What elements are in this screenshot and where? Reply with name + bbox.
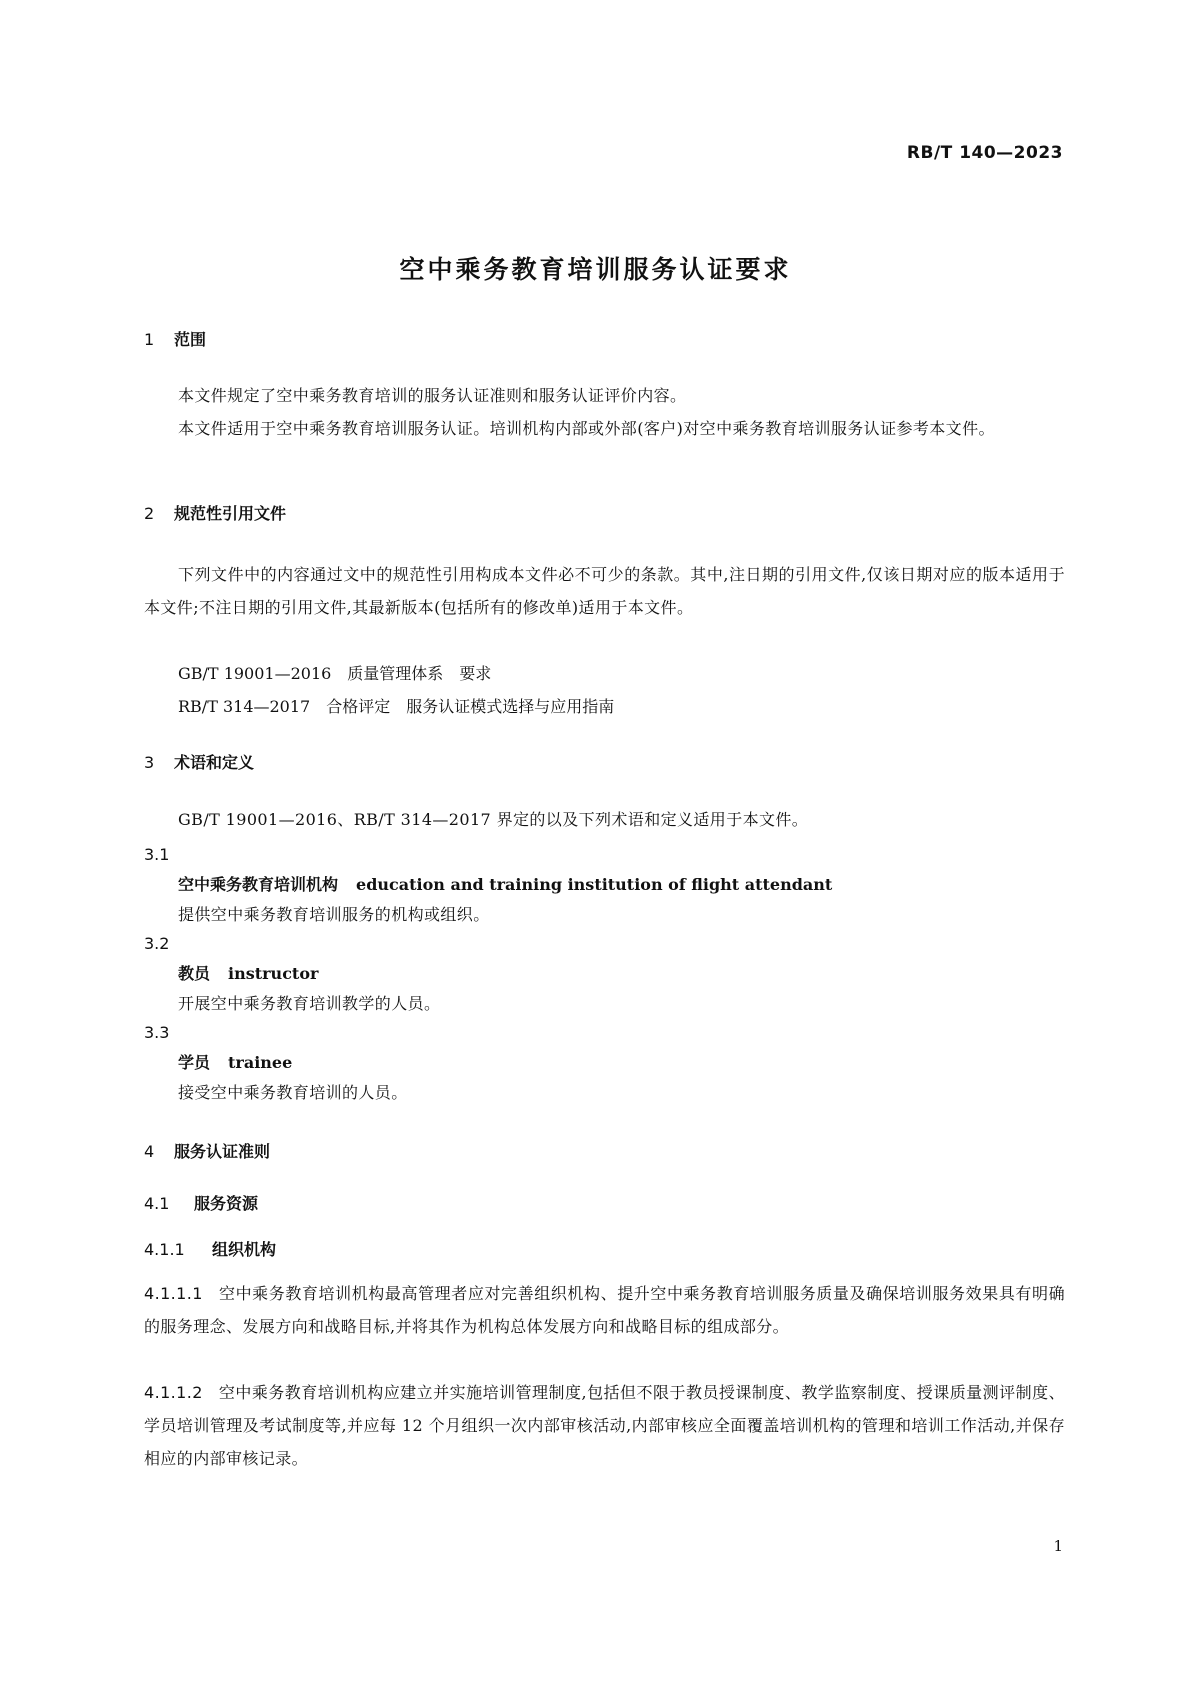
clause-number: 4.1.1.1 bbox=[144, 1284, 203, 1303]
term-number: 3.2 bbox=[144, 934, 170, 953]
term-en: trainee bbox=[228, 1053, 293, 1072]
section-title: 术语和定义 bbox=[174, 753, 255, 772]
term-definition: 接受空中乘务教育培训的人员。 bbox=[178, 1083, 408, 1102]
reference-item: GB/T 19001—2016 质量管理体系 要求 bbox=[178, 664, 492, 683]
term-number: 3.3 bbox=[144, 1023, 170, 1042]
term-en: education and training institution of flight attendant bbox=[356, 875, 833, 894]
clause-4-1-1-2 bbox=[144, 1376, 1065, 1475]
section-heading-1 bbox=[144, 328, 206, 352]
clause-4-1-1-1 bbox=[144, 1277, 1065, 1343]
term-number: 3.1 bbox=[144, 845, 170, 864]
term-definition: 提供空中乘务教育培训服务的机构或组织。 bbox=[178, 905, 490, 924]
term-name bbox=[178, 873, 832, 897]
section-number: 4.1 bbox=[144, 1194, 170, 1213]
section-heading-4 bbox=[144, 1140, 270, 1164]
section-title: 规范性引用文件 bbox=[174, 504, 287, 523]
clause-number: 4.1.1.2 bbox=[144, 1383, 203, 1402]
document-title: 空中乘务教育培训服务认证要求 bbox=[399, 255, 792, 284]
term-name bbox=[178, 962, 318, 986]
section-number: 1 bbox=[144, 330, 155, 349]
term-name bbox=[178, 1051, 292, 1075]
term-zh: 学员 bbox=[178, 1053, 211, 1072]
paragraph: 本文件规定了空中乘务教育培训的服务认证准则和服务认证评价内容。 bbox=[178, 386, 687, 405]
page-number: 1 bbox=[1053, 1537, 1063, 1555]
section-number: 3 bbox=[144, 753, 155, 772]
term-zh: 空中乘务教育培训机构 bbox=[178, 875, 339, 894]
section-heading-3 bbox=[144, 751, 254, 775]
section-number: 2 bbox=[144, 504, 155, 523]
section-title: 组织机构 bbox=[212, 1240, 277, 1259]
subsection-heading-4-1-1 bbox=[144, 1238, 276, 1262]
section-heading-2 bbox=[144, 502, 286, 526]
section-number: 4.1.1 bbox=[144, 1240, 185, 1259]
subsection-heading-4-1 bbox=[144, 1192, 258, 1216]
term-en: instructor bbox=[228, 964, 319, 983]
section-title: 服务认证准则 bbox=[174, 1142, 271, 1161]
paragraph: 下列文件中的内容通过文中的规范性引用构成本文件必不可少的条款。其中,注日期的引用文件,仅该日期对应的版本适用于本文件;不注日期的引用文件,其最新版本(包括所有的修改单)适用于本文件。 bbox=[144, 565, 1065, 617]
term-zh: 教员 bbox=[178, 964, 211, 983]
section-title: 服务资源 bbox=[194, 1194, 259, 1213]
term-definition: 开展空中乘务教育培训教学的人员。 bbox=[178, 994, 441, 1013]
standard-code: RB/T 140—2023 bbox=[906, 143, 1063, 163]
reference-item: RB/T 314—2017 合格评定 服务认证模式选择与应用指南 bbox=[178, 697, 615, 716]
paragraph: GB/T 19001—2016、RB/T 314—2017 界定的以及下列术语和定义适用于本文件。 bbox=[178, 810, 809, 829]
clause-text: 空中乘务教育培训机构最高管理者应对完善组织机构、提升空中乘务教育培训服务质量及确保培训服务效果具有明确的服务理念、发展方向和战略目标,并将其作为机构总体发展方向和战略目标的组成部分。 bbox=[144, 1284, 1065, 1336]
section-number: 4 bbox=[144, 1142, 155, 1161]
paragraph: 本文件适用于空中乘务教育培训服务认证。培训机构内部或外部(客户)对空中乘务教育培训服务认证参考本文件。 bbox=[178, 419, 995, 438]
clause-text: 空中乘务教育培训机构应建立并实施培训管理制度,包括但不限于教员授课制度、教学监察制度、授课质量测评制度、学员培训管理及考试制度等,并应每 12 个月组织一次内部审核活动,内部审核应全面覆盖培训机构的管理和培训工作活动,并保存相应的内部审核记录。 bbox=[144, 1383, 1065, 1468]
section-title: 范围 bbox=[174, 330, 207, 349]
